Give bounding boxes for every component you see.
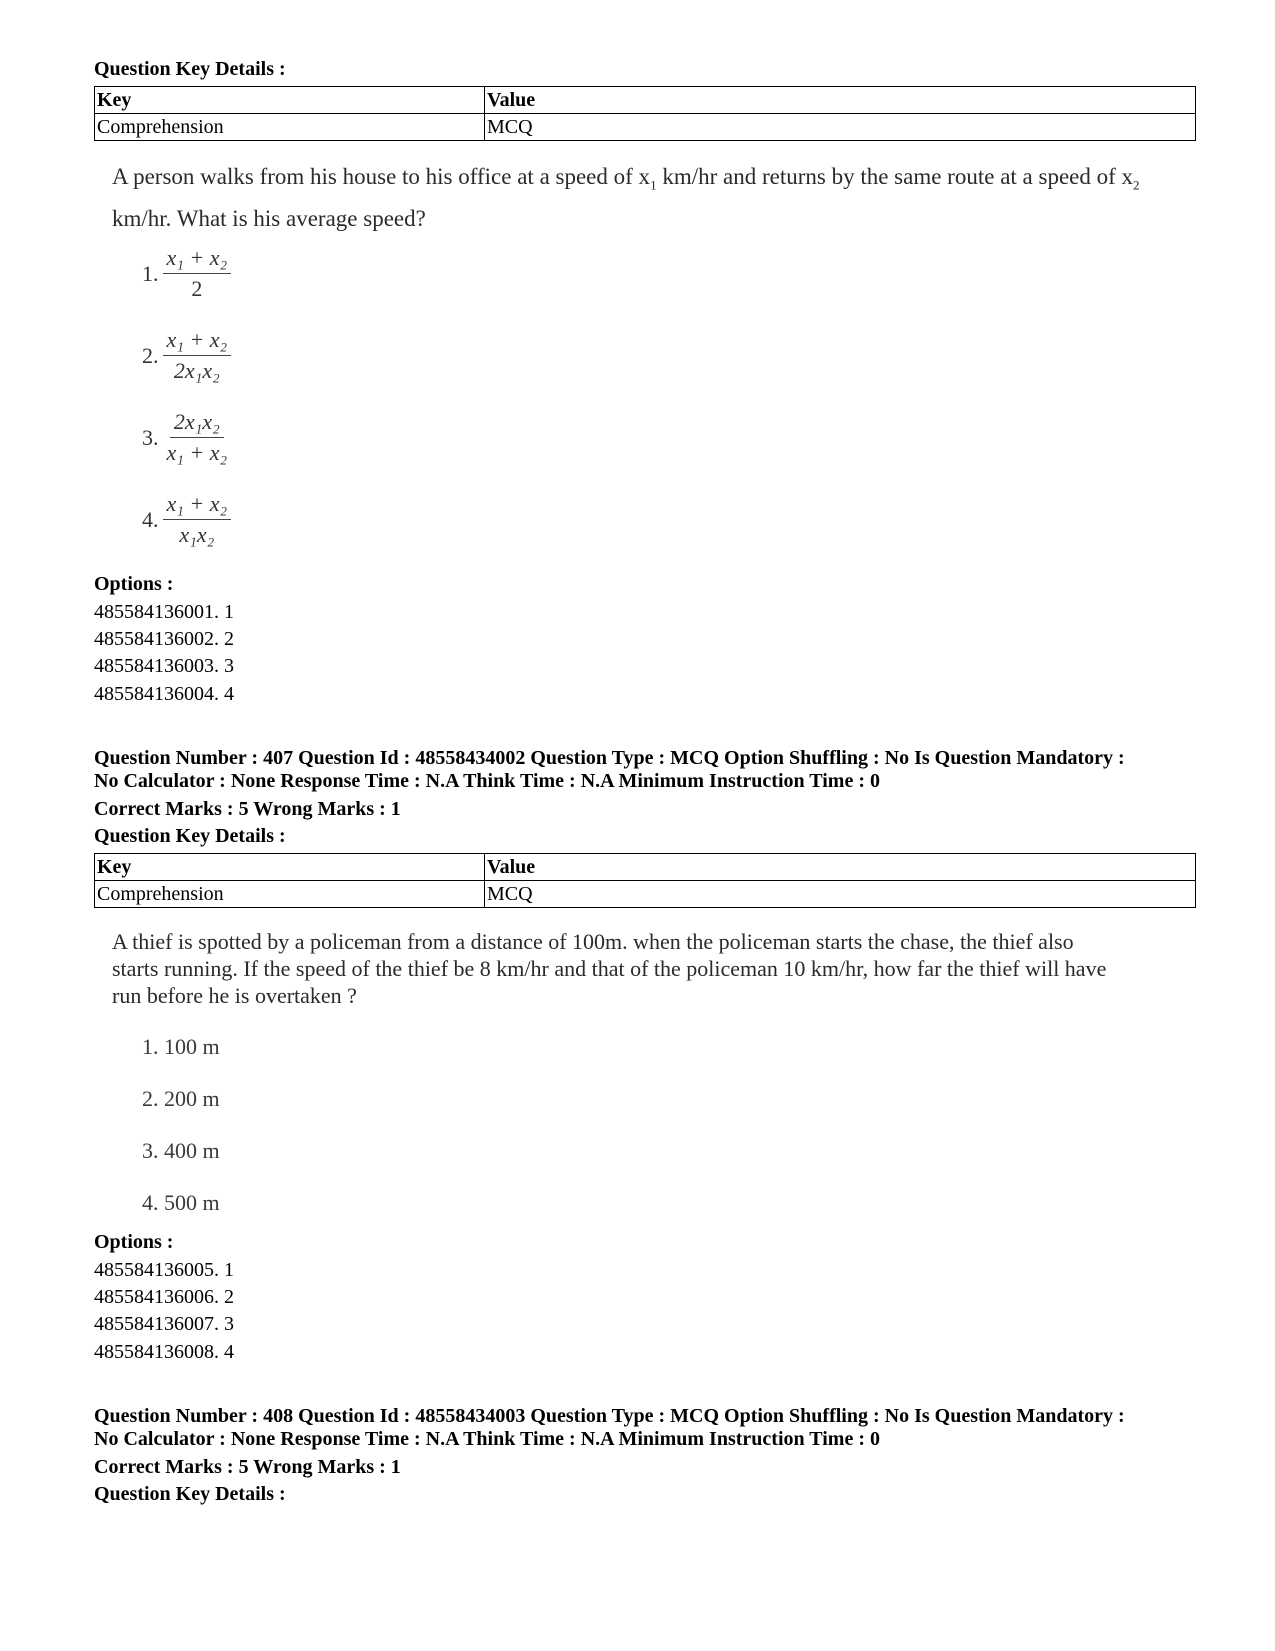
option-id: 485584136001. 1 [94, 601, 234, 623]
answer-choice: 3. 400 m [142, 1138, 220, 1163]
table-header-value: Value [485, 854, 1196, 881]
answer-choice: 2. 200 m [142, 1086, 220, 1111]
fraction: $\frac{\text{x₁ + x₂}}{2}$ [163, 245, 232, 302]
table-header-key: Key [95, 87, 485, 114]
table-cell-value: MCQ [485, 881, 1196, 908]
answer-choice: 2. $\frac{\text{x₁ + x₂}}{\text{2x₁x₂}}$ [142, 327, 231, 384]
answer-choice: 4. $\frac{\text{x₁ + x₂}}{\text{x₁x₂}}$ [142, 491, 231, 548]
question-meta-line-1: Question Number : 408 Question Id : 48558434003 Question Type : MCQ Option Shuffling : No Is Question Mandatory : [94, 1405, 1125, 1427]
question-meta-line-2: No Calculator : None Response Time : N.A Think Time : N.A Minimum Instruction Time : 0 [94, 1428, 880, 1450]
fraction: $\frac{\text{x₁ + x₂}}{\text{x₁x₂}}$ [163, 491, 232, 548]
question-text: A thief is spotted by a policeman from a distance of 100m. when the policeman starts the chase, the thief also starts running. If the speed of the thief be 8 km/hr and that of the policeman 10 km/hr, how far the thief will have run before he is overtaken ? [112, 929, 1107, 1008]
question-key-details-label: Question Key Details : [94, 825, 286, 847]
question-key-details-label: Question Key Details : [94, 58, 286, 80]
fraction: $\frac{\text{x₁ + x₂}}{\text{2x₁x₂}}$ [163, 327, 232, 384]
table-cell-value: MCQ [485, 114, 1196, 141]
answer-choice: 1. 100 m [142, 1034, 220, 1059]
marks-line: Correct Marks : 5 Wrong Marks : 1 [94, 798, 401, 820]
option-id: 485584136006. 2 [94, 1286, 234, 1308]
answer-choice: 4. 500 m [142, 1190, 220, 1215]
option-id: 485584136005. 1 [94, 1259, 234, 1281]
key-value-table [94, 86, 1196, 141]
key-value-table [94, 853, 1196, 908]
option-id: 485584136004. 4 [94, 683, 234, 705]
question-key-details-label: Question Key Details : [94, 1483, 286, 1505]
option-id: 485584136003. 3 [94, 655, 234, 677]
option-id: 485584136007. 3 [94, 1313, 234, 1335]
marks-line: Correct Marks : 5 Wrong Marks : 1 [94, 1456, 401, 1478]
answer-choice: 3. $\frac{\text{2x₁x₂}}{\text{x₁ + x₂}}$ [142, 409, 231, 466]
table-cell-key: Comprehension [95, 114, 485, 141]
table-cell-key: Comprehension [95, 881, 485, 908]
options-label: Options : [94, 1231, 174, 1253]
option-id: 485584136008. 4 [94, 1341, 234, 1363]
options-label: Options : [94, 573, 174, 595]
table-header-value: Value [485, 87, 1196, 114]
question-meta-line-1: Question Number : 407 Question Id : 48558434002 Question Type : MCQ Option Shuffling : No Is Question Mandatory : [94, 747, 1125, 769]
option-id: 485584136002. 2 [94, 628, 234, 650]
fraction: $\frac{\text{2x₁x₂}}{\text{x₁ + x₂}}$ [166, 409, 228, 465]
answer-choice: 1. $\frac{\text{x₁ + x₂}}{2}$ [142, 245, 231, 302]
question-text: A person walks from his house to his office at a speed of $x_1$ km/hr and returns by the same route at a speed of $x_2$ km/hr. What is his average speed? [112, 164, 1140, 231]
table-header-key: Key [95, 854, 485, 881]
question-meta-line-2: No Calculator : None Response Time : N.A Think Time : N.A Minimum Instruction Time : 0 [94, 770, 880, 792]
